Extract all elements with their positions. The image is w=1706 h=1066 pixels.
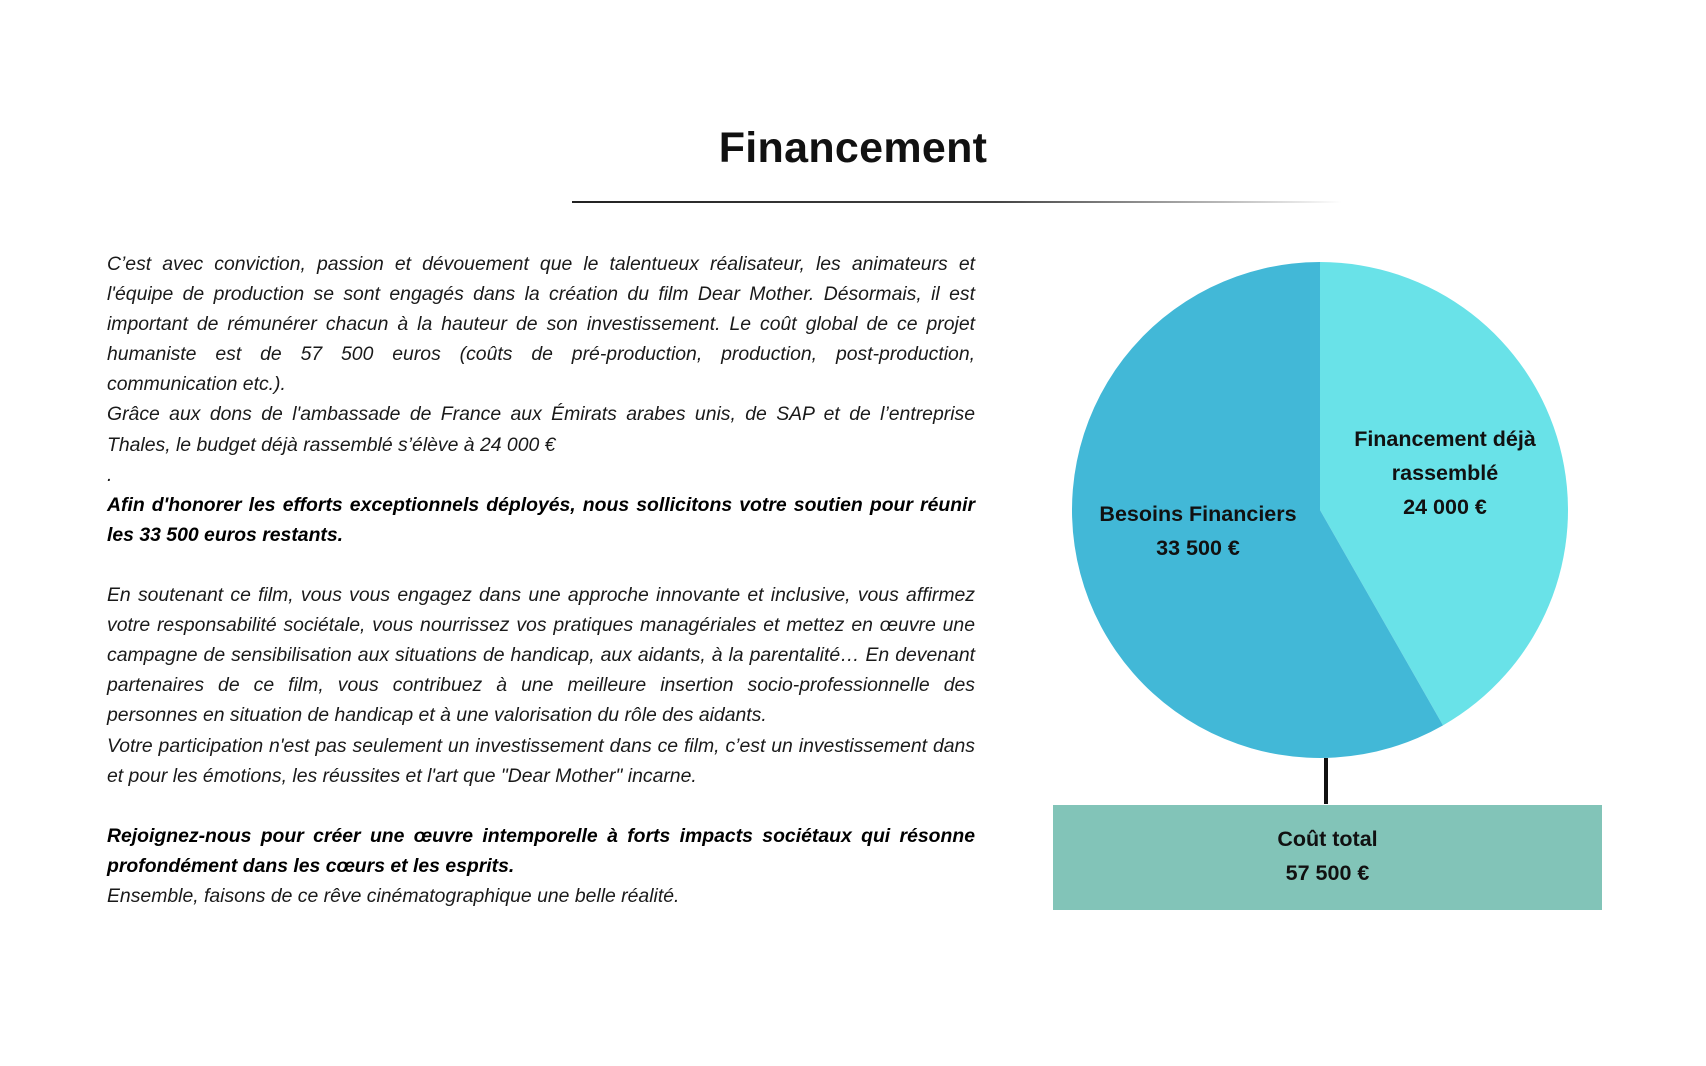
raised-value: 24 000 € — [1403, 495, 1487, 519]
call-to-action: Rejoignez-nous pour créer une œuvre intemporelle à forts impacts sociétaux qui résonne profondément dans les cœurs et les esprits. — [107, 824, 975, 877]
total-value: 57 500 € — [1285, 861, 1370, 885]
needs-label: Besoins Financiers — [1099, 502, 1297, 526]
donors-paragraph: Grâce aux dons de l'ambassade de France aux Émirats arabes unis, de SAP et de l’entreprise Thales, le budget déjà rassemblé s’élève à 24 000 € — [107, 403, 975, 456]
stray-dot: . — [107, 463, 113, 486]
slice-label-needs — [1088, 497, 1308, 565]
total-label: Coût total — [1277, 827, 1378, 851]
total-cost-box — [1053, 805, 1602, 910]
slice-label-raised — [1330, 422, 1560, 524]
intro-paragraph: C’est avec conviction, passion et dévouement que le talentueux réalisateur, les animateurs et l'équipe de production se sont engagés dans la création du film Dear Mother. Désormais, il est important de rémunérer chacun à la hauteur de son investissement. Le coût global de ce projet humaniste est de 57 500 euros (coûts de pré-production, production, post-production, communication etc.). — [107, 253, 975, 396]
benefits-paragraph: En soutenant ce film, vous vous engagez dans une approche innovante et inclusive, vous affirmez votre responsabilité sociétale, vous nourrissez vos pratiques managériales et mettez en œuvre une campagne de sensibilisation aux situations de handicap, aux aidants, à la parentalité… En devenant partenaires de ce film, vous contribuez à une meilleure insertion socio-professionnelle des personnes en situation de handicap et à une valorisation du rôle des aidants. — [107, 584, 975, 727]
raised-label-line1: Financement déjà — [1354, 427, 1536, 451]
page-title: Financement — [718, 124, 988, 172]
title-divider — [572, 201, 1342, 203]
needs-value: 33 500 € — [1156, 536, 1240, 560]
appeal-paragraph: Afin d'honorer les efforts exceptionnels déployés, nous sollicitons votre soutien pour réunir les 33 500 euros restants. — [107, 493, 975, 546]
connector-line — [1324, 758, 1328, 804]
spacer — [107, 791, 975, 821]
raised-label-line2: rassemblé — [1391, 461, 1499, 485]
spacer — [107, 550, 975, 580]
body-text — [107, 249, 975, 911]
investment-paragraph: Votre participation n'est pas seulement un investissement dans ce film, c’est un investissement dans et pour les émotions, les réussites et l'art que "Dear Mother" incarne. — [107, 734, 975, 787]
closing-line: Ensemble, faisons de ce rêve cinématographique une belle réalité. — [107, 884, 680, 907]
